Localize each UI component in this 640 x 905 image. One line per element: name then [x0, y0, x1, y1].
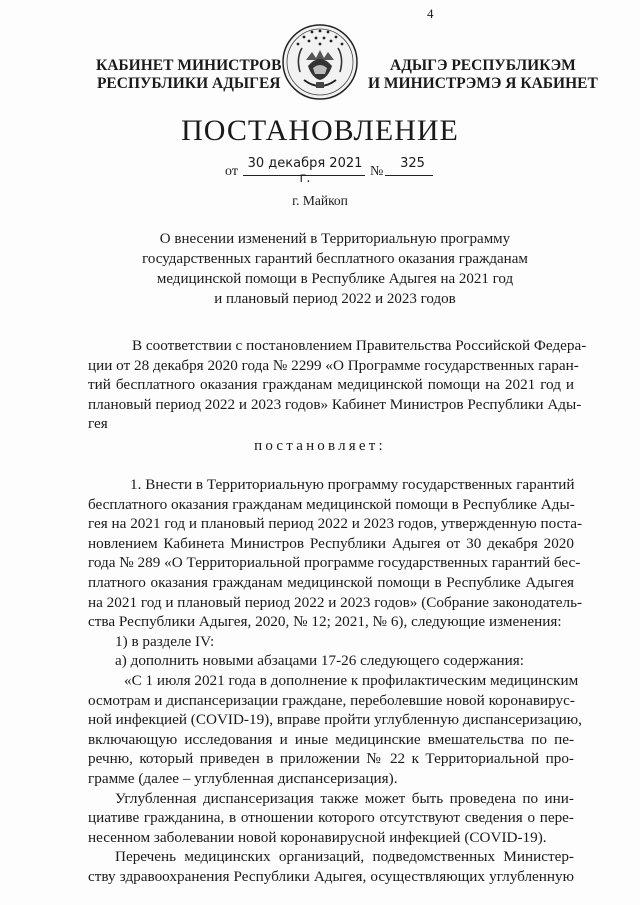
text-line: плановый период 2022 и 2023 годов» Кабинет Министров Республики Ады-: [88, 395, 582, 413]
text-line: бесплатного оказания гражданам медицинской помощи в Республике Ады-: [88, 495, 575, 513]
text-line: а) дополнить новыми абзацами 17-26 следующего содержания:: [115, 652, 524, 670]
text-line: ной инфекцией (COVID-19), вправе пройти углубленную диспансеризацию,: [88, 711, 582, 729]
number-underline: [385, 175, 433, 176]
text-line: Перечень медицинских организаций, подведомственных Министер-: [115, 848, 574, 866]
text-line: грамме (далее – углубленная диспансеризация).: [88, 769, 398, 787]
number-sign: №: [370, 164, 384, 179]
text-line: гея: [88, 415, 108, 433]
subject-line: О внесении изменений в Территориальную программу: [159, 231, 511, 247]
text-line: ции от 28 декабря 2020 года № 2299 «О Программе государственных гаран-: [88, 356, 579, 374]
header-left: [96, 57, 281, 93]
text-line: года № 289 «О Территориальной программе государственных гарантий бес-: [88, 554, 581, 572]
text-line: В соответствии с постановлением Правительства Российской Федера-: [132, 337, 587, 354]
text-line: речню, который приведен в приложении № 22 к Территориальной про-: [88, 750, 574, 768]
document-date: 30 декабря 2021 г.: [247, 156, 363, 186]
text-line: гея на 2021 год и плановый период 2022 и 2023 годов, утвержденную поста-: [88, 515, 583, 533]
subject-line: государственных гарантий бесплатного оказания гражданам: [142, 251, 528, 267]
document-number: 325: [400, 156, 425, 171]
preamble-paragraph: [88, 336, 587, 434]
decree-word: постановляет:: [254, 438, 386, 454]
text-line: 1) в разделе IV:: [115, 632, 215, 650]
header-right-line: И МИНИСТРЭМЭ Я КАБИНЕТ: [368, 75, 598, 92]
subject-heading: [110, 229, 560, 309]
header-right: [368, 57, 598, 93]
header-right-line: АДЫГЭ РЕСПУБЛИКЭМ: [390, 57, 576, 74]
coat-of-arms-icon: [282, 22, 358, 102]
text-line: осмотрам и диспансеризации граждане, переболевшие новой коронавирус-: [88, 691, 575, 709]
text-line: ства Республики Адыгея, 2020, № 12; 2021, № 6), следующие изменения:: [88, 613, 562, 631]
text-line: новлением Кабинета Министров Республики Адыгея от 30 декабря 2020: [88, 534, 574, 552]
text-line: на 2021 год и плановый период 2022 и 2023 годов» (Собрание законодатель-: [88, 593, 583, 611]
main-body: [88, 475, 583, 886]
city-line: г. Майкоп: [292, 193, 348, 208]
subject-line: медицинской помощи в Республике Адыгея на 2021 год: [156, 271, 514, 287]
text-line: циативе гражданина, в отношении которого отсутствуют сведения о пере-: [88, 809, 574, 827]
date-number-line: [0, 158, 640, 186]
date-prefix: от: [225, 164, 238, 179]
page-number: 4: [427, 6, 434, 21]
text-line: тий бесплатного оказания гражданам медицинской помощи на 2021 год и: [88, 376, 574, 394]
text-line: ству здравоохранения Республики Адыгея, осуществляющих углубленную: [88, 867, 574, 885]
text-line: включающую исследования и иные медицинские вмешательства по пе-: [88, 730, 574, 748]
header-left-line: КАБИНЕТ МИНИСТРОВ: [96, 57, 282, 74]
header-left-line: РЕСПУБЛИКИ АДЫГЕЯ: [96, 75, 281, 92]
text-line: несенном заболевании новой коронавирусной инфекцией (COVID-19).: [88, 828, 547, 846]
text-line: 1. Внести в Территориальную программу государственных гарантий: [130, 476, 575, 493]
text-line: «С 1 июля 2021 года в дополнение к профилактическим медицинским: [124, 671, 579, 689]
text-line: платного оказания гражданам медицинской помощи в Республике Адыгея: [88, 573, 574, 591]
document-title: ПОСТАНОВЛЕНИЕ: [181, 114, 459, 147]
date-underline: [243, 175, 365, 176]
text-line: Углубленная диспансеризация также может быть проведена по ини-: [115, 789, 574, 807]
subject-line: и плановый период 2022 и 2023 годов: [214, 291, 456, 307]
